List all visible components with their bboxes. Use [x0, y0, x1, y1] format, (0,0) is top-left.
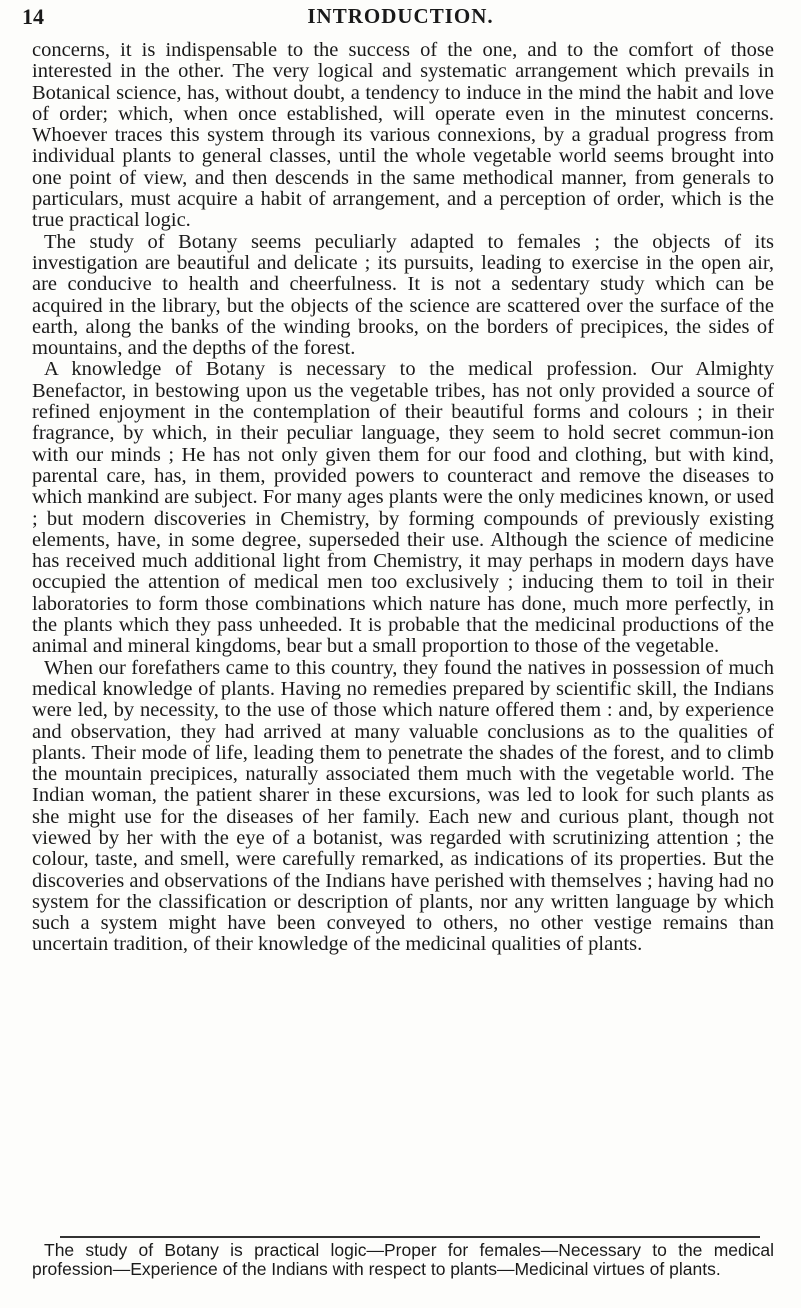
page-number: 14: [22, 4, 44, 29]
page-header: [22, 4, 779, 34]
paragraph-medical-profession: A knowledge of Botany is necessary to the medical profession. Our Almighty Benefactor, in bestowing upon us the vegetable tribes, has not only provided a source of refined enjoyment in the contemplation of their beautiful forms and colours ; in their fragrance, by which, in their peculiar language, they seem to hold secret commun-ion with our minds ; He has not only given them for our food and clothing, but with kind, parental care, has, in them, provided powers to counteract and remove the diseases to which mankind are subject. For many ages plants were the only medicines known, or used ; but modern discoveries in Chemistry, by forming compounds of previously existing elements, have, in some degree, superseded their use. Although the science of medicine has received much additional light from Chemistry, it may perhaps in modern days have occupied the attention of medical men too exclusively ; inducing them to toil in their laboratories to form those combinations which nature has done, much more perfectly, in the plants which they pass unheeded. It is probable that the medicinal productions of the animal and mineral kingdoms, bear but a small proportion to those of the vegetable.: [32, 358, 774, 658]
paragraph-continuation: concerns, it is indispensable to the success of the one, and to the comfort of those interested in the other. The very logical and systematic arrangement which prevails in Botanical science, has, without doubt, a tendency to induce in the mind the habit and love of order; which, when once established, will operate even in the minutest concerns. Whoever traces this system through its various connexions, by a gradual progress from individual plants to general classes, until the whole vegetable world seems brought into one point of view, and then descends in the same methodical manner, from generals to particulars, must acquire a habit of arrangement, and a perception of order, which is the true practical logic.: [32, 39, 774, 232]
chapter-summary: The study of Botany is practical logic—Proper for females—Necessary to the medical profession—Experience of the Indians with respect to plants—Medicinal virtues of plants.: [32, 1240, 774, 1279]
summary-divider: [60, 1236, 760, 1238]
running-head: INTRODUCTION.: [307, 4, 494, 28]
paragraph-indians: When our forefathers came to this country, they found the natives in possession of much medical knowledge of plants. Having no remedies prepared by scientific skill, the Indians were led, by necessity, to the use of those which nature offered them : and, by experience and observation, they had arrived at many valuable conclusions as to the qualities of plants. Their mode of life, leading them to penetrate the shades of the forest, and to climb the mountain precipices, naturally associated them much with the vegetable world. The Indian woman, the patient sharer in these excursions, was led to look for such plants as she might use for the diseases of her family. Each new and curious plant, though not viewed by her with the eye of a botanist, was regarded with scrutinizing attention ; the colour, taste, and smell, were carefully remarked, as indications of its properties. But the discoveries and observations of the Indians have perished with themselves ; having had no system for the classification or description of plants, nor any written language by which such a system might have been conveyed to others, no other vestige remains than uncertain tradition, of their knowledge of the medicinal qualities of plants.: [32, 656, 774, 956]
paragraph-females: The study of Botany seems peculiarly adapted to females ; the objects of its investigation are beautiful and delicate ; its pursuits, leading to exercise in the open air, are conducive to health and cheerfulness. It is not a sedentary study which can be acquired in the library, but the objects of the science are scattered over the surface of the earth, along the banks of the winding brooks, on the borders of precipices, the sides of mountains, and the depths of the forest.: [32, 230, 774, 360]
body-text: [32, 40, 774, 956]
